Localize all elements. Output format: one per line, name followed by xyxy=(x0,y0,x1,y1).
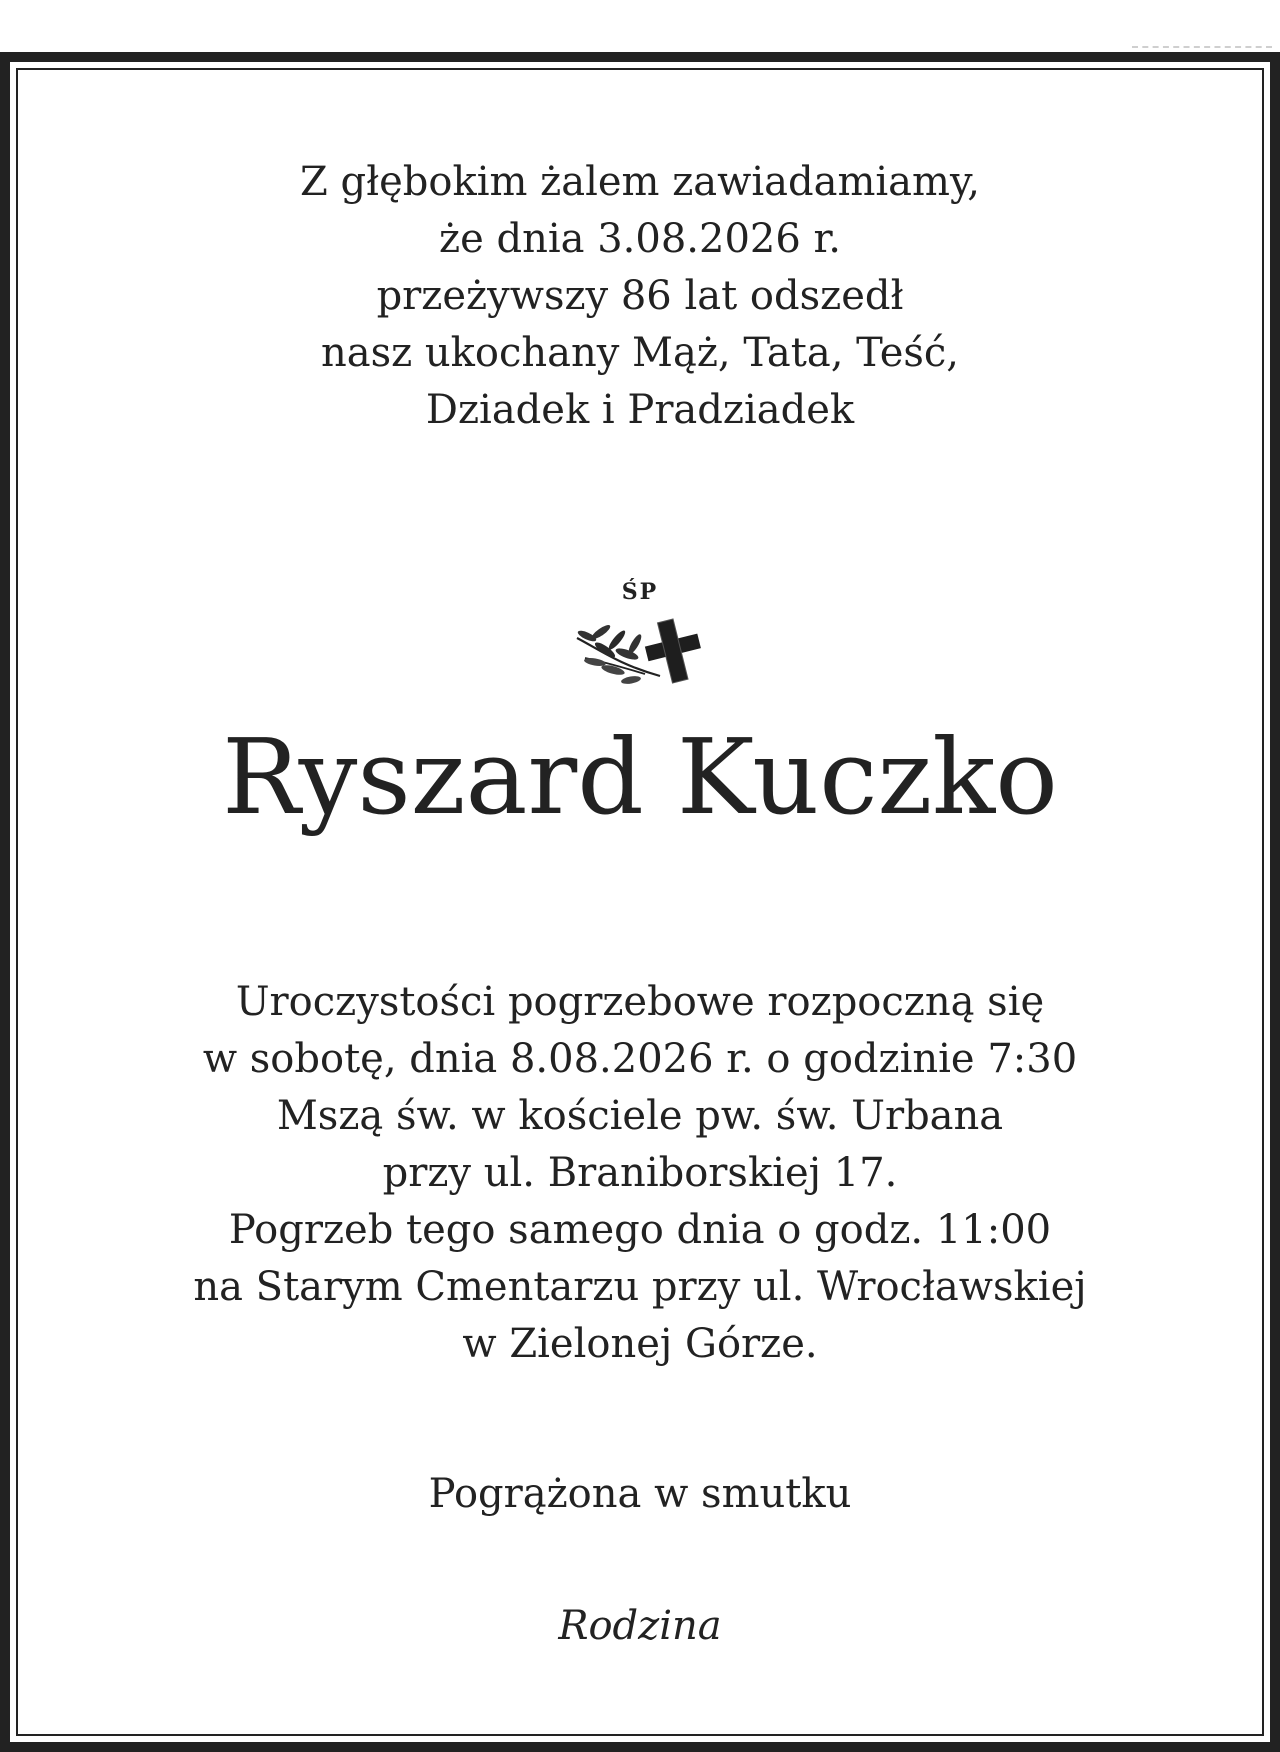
funeral-detail-line: w Zielonej Górze. xyxy=(462,1321,818,1367)
intro-line: przeżywszy 86 lat odszedł xyxy=(376,273,904,319)
deceased-name: Ryszard Kuczko xyxy=(222,716,1058,838)
intro-line: Z głębokim żalem zawiadamiamy, xyxy=(300,159,980,205)
funeral-details xyxy=(0,974,1280,1373)
intro-line: nasz ukochany Mąż, Tata, Teść, xyxy=(320,330,960,376)
funeral-detail-line: Mszą św. w kościele pw. św. Urbana xyxy=(276,1093,1004,1139)
closing-phrase: Pogrążona w smutku xyxy=(428,1471,852,1517)
family-signature: Rodzina xyxy=(558,1603,722,1649)
funeral-detail-line: na Starym Cmentarzu przy ul. Wrocławskiej xyxy=(193,1264,1087,1310)
intro-line: że dnia 3.08.2026 r. xyxy=(439,216,841,262)
emblem xyxy=(0,580,1280,690)
funeral-detail-line: Pogrzeb tego samego dnia o godz. 11:00 xyxy=(228,1207,1052,1253)
cross-with-olive-branch-icon xyxy=(565,610,715,690)
funeral-detail-line: w sobotę, dnia 8.08.2026 r. o godzinie 7:30 xyxy=(202,1036,1078,1082)
crop-mark xyxy=(1132,46,1272,48)
funeral-detail-line: Uroczystości pogrzebowe rozpoczną się xyxy=(235,979,1045,1025)
intro-text xyxy=(0,154,1280,439)
top-margin xyxy=(0,0,1280,52)
funeral-detail-line: przy ul. Braniborskiej 17. xyxy=(382,1150,898,1196)
sp-initials: ŚP xyxy=(621,579,659,605)
intro-line: Dziadek i Pradziadek xyxy=(425,387,855,433)
